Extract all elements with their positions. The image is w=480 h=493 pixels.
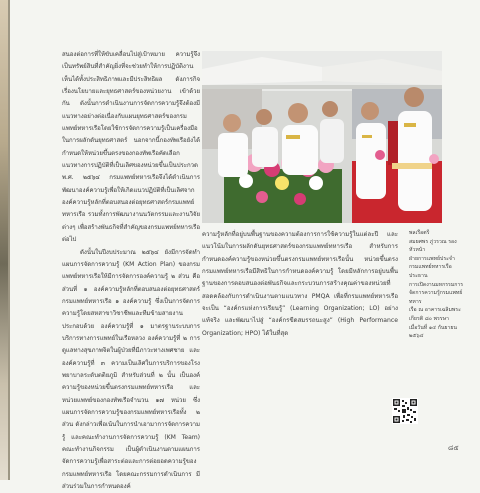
article-left-column [62, 49, 200, 493]
adjacent-page-strip [0, 0, 10, 480]
caption-line: ฝ่ายการแพทย์ประจำ [409, 255, 465, 264]
article-right-column [202, 229, 398, 340]
caption-line: พลเรือตรี [409, 229, 465, 238]
caption-line: การเปิดงานมหกรรมการ [409, 281, 465, 290]
page-number: ๘๕ [448, 443, 459, 454]
caption-line: สมยศพร ภู่วรวณ รองหัวหน้า [409, 238, 465, 255]
paragraph-km-plan: ดังนั้นในปีงบประมาณ ๒๕๖๔ ยังมีการจัดทำแผนการจัดการความรู้ (KM Action Plan) ของกรมแพทย์ทหารเรือให้มีการจัดการองค์ความรู้ ๒ ส่วน คือ ส่วนที่ ๑ องค์ความรู้หลักที่ตอบสนองต่อยุทธศาสตร์กรมแพทย์ทหารเรือ ๑ องค์ความรู้ ซึ่งเป็นการจัดการความรู้โดยสหสาขาวิชาชีพและทีมข้ามสายงาน ประกอบด้วย องค์ความรู้ที่ ๑ มาตรฐานระบบการบริการทางการแพทย์ในเรือหลวง องค์ความรู้ที่ ๒ การดูแลทางสุขภาพจิตในผู้ป่วยที่มีภาวะทางเพศชาย และองค์ความรู้ที่ ๓ ความเป็นเลิศในการบริการของโรงพยาบาลระดับตติยภูมิ สำหรับส่วนที่ ๒ นั้น เป็นองค์ความรู้ของหน่วยขึ้นตรงกรมแพทย์ทหารเรือ และหน่วยแพทย์ของกองทัพเรือจำนวน ๑๗ หน่วย ซึ่งแผนการจัดการความรู้ของกรมแพทย์ทหารเรือทั้ง ๒ ส่วน ดังกล่าวเพื่อเน้นในการนำเอามาการจัดการความรู้ และคณะทำงานการจัดการความรู้ (KM Team) คณะทำงานกิจกรรม เป็นผู้ดำเนินงานตามแผนการจัดการความรู้เพื่อสาระต่อและการต่อยอดความรู้ของกรมแพทย์ทหารเรือ โดยคณะกรรมการดำเนินการ มีส่วนร่วมในการกำหนดองค์ [62, 247, 200, 493]
event-photo-illustration [202, 51, 442, 223]
caption-line: เมื่อวันที่ ๑๔ กันยายน ๒๕๖๔ [409, 324, 465, 341]
paragraph-intro: สนองต่อการที่ให้ขับเคลื่อนไปสู่เป้าหมาย ความรู้จึงเป็นทรัพย์สินที่สำคัญยิ่งที่จะช่วยทำให้การปฏิบัติงานเห็นได้ทั้งประสิทธิภาพและมีประสิทธิผล ดังภารกิจเรื่องนโยบายและยุทธศาสตร์ของหน่วยงาน เข้าด้วยกัน ดังนั้นการดำเนินงานการจัดการความรู้จึงต้องมีแนวทางอย่างต่อเนื่องกับแผนยุทธศาสตร์ของกรมแพทย์ทหารเรือโดยใช้การจัดการความรู้เป็นเครื่องมือในการผลักดันยุทธศาสตร์ นอกจากนี้กองทัพเรือยังได้กำหนดให้หน่วยขึ้นตรงของกองทัพเรือคัดเลือกแนวทางการปฏิบัติที่เป็นเลิศของหน่วยขึ้นเป็นประกวด พ.ศ. ๒๕๖๔ กรมแพทย์ทหารเรือจึงได้ดำเนินการพัฒนาองค์ความรู้เพื่อให้เกิดแนวปฏิบัติที่เป็นเลิศจากองค์ความรู้หลักที่ตอบสนองต่อยุทธศาสตร์กรมแพทย์ทหารเรือ รวมทั้งการพัฒนางานนวัตกรรมและงานวิจัยต่างๆ เพื่อสร้างพันธกิจที่สำคัญของกรมแพทย์ทหารเรือต่อไป [62, 49, 200, 247]
event-photo [202, 51, 442, 223]
caption-line: กรมแพทย์ทหารเรือ ประธาน [409, 263, 465, 280]
paragraph-lo-hpo: ความรู้หลักที่อยู่บนพื้นฐานของความต้องการการใช้ความรู้ในแต่ละปี และแนวโน้มในการผลักดันยุทธศาสตร์ของกรมแพทย์ทหารเรือ สำหรับการกำหนดองค์ความรู้ของหน่วยขึ้นตรงกรมแพทย์ทหารเรือนั้น หน่วยขึ้นตรงกรมแพทย์ทหารเรือมีสิทธิในการกำหนดองค์ความรู้ โดยมีหลักการอยู่บนพื้นฐานของการตอบสนองต่อพันธกิจและกระบวนการสร้างคุณค่าของหน่วยที่สอดคล้องกับการดำเนินงานตามแนวทาง PMQA เพื่อที่กรมแพทย์ทหารเรือจะเป็น “องค์กรแห่งการเรียนรู้” (Learning Organization; LO) อย่างแท้จริง และพัฒนาไปสู่ “องค์กรขีดสมรรถนะสูง” (High Performance Organization; HPO) ได้ในที่สุด [202, 229, 398, 340]
qr-code [392, 398, 418, 424]
photo-caption [409, 229, 465, 341]
qr-code-icon [392, 398, 418, 424]
caption-line: เกียรติ ๘๐ พรรษา [409, 315, 465, 324]
caption-line: เรือ ณ อาคารเฉลิมพระ [409, 306, 465, 315]
caption-line: จัดการความรู้กรมแพทย์ทหาร [409, 289, 465, 306]
